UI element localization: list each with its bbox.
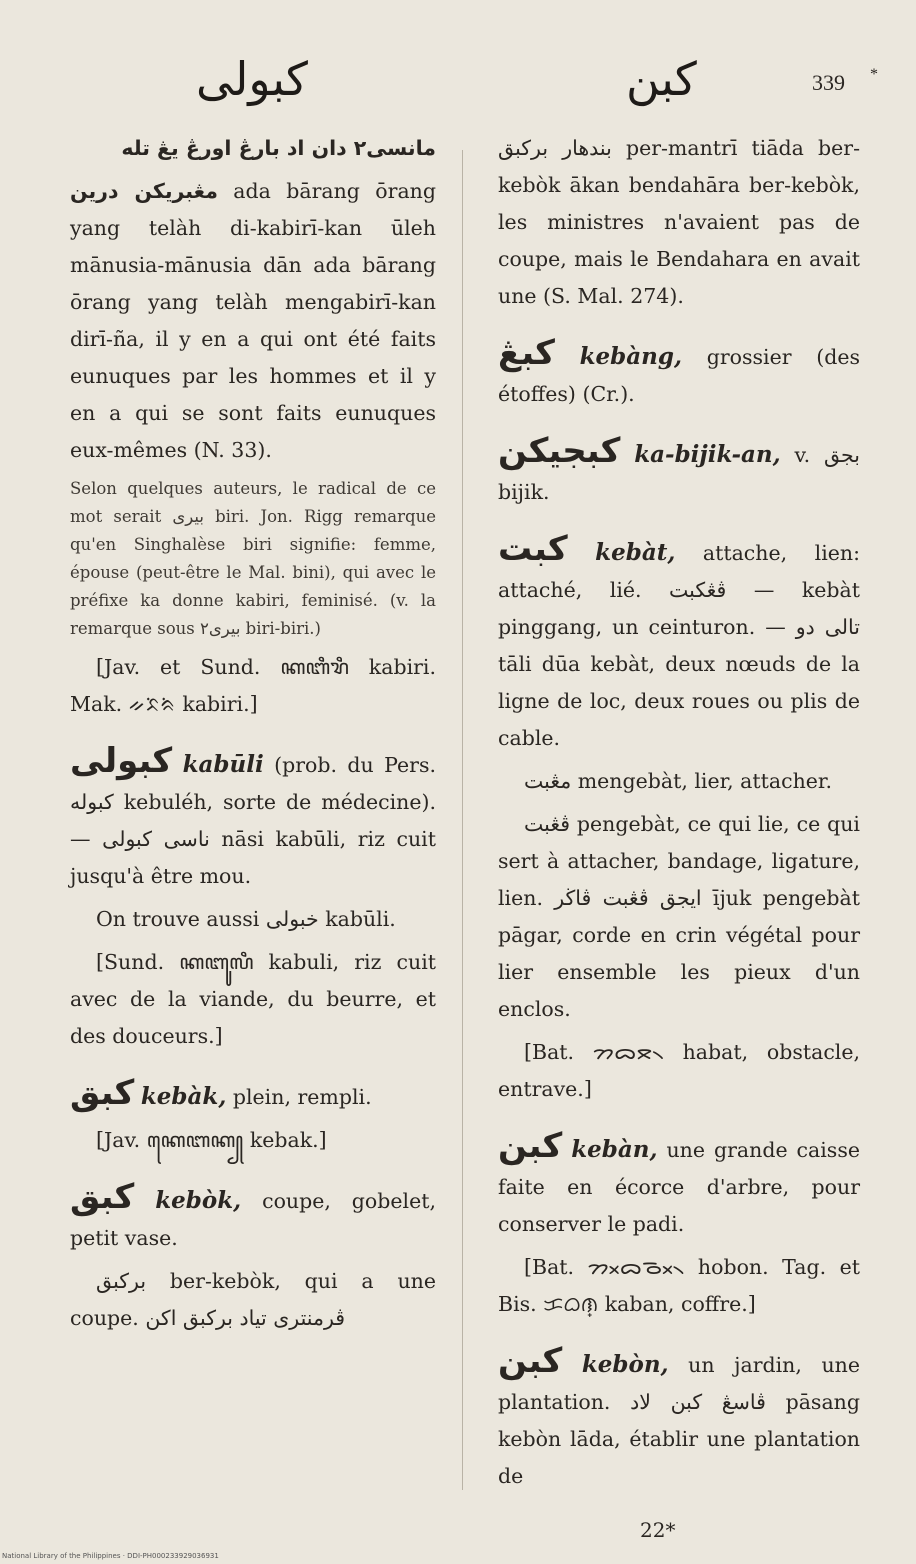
signature-mark: 22* xyxy=(640,1518,676,1542)
left-remark-note: Selon quelques auteurs, le radical de ce mot serait بيرى biri. Jon. Rigg remarque qu'en Singhalèse biri signifie: femme, épouse (peut-être le Mal. bini), qui avec le préfixe ka donne kabiri, feminisé. (v. la remarque sous بيرى٢ biri-biri.) xyxy=(70,479,436,638)
entry-kebon: كبن kebòn, un jardin, une plantation. ڤاسڠ كبن لاد pāsang kebòn lāda, établir une plantation de xyxy=(498,1341,860,1488)
entry-kabijik: كبجيكن ka-bijik-an, v. بجق bijik. xyxy=(498,431,860,504)
kebat-mengebat: مڠبت mengebàt, lier, attacher. xyxy=(524,769,832,793)
left-header-word: كبولى xyxy=(196,52,308,106)
kabuli-variant: On trouve aussi خبولى kabūli. xyxy=(96,907,396,931)
right-header-word: كبن xyxy=(626,52,697,106)
kebat-pengebat: ڤڠبت pengebàt, ce qui lie, ce qui sert à attacher, bandage, ligature, lien. ايجق ڤڠبت ڤاڬر ījuk pengebàt pāgar, corde en crin végétal pour lier ensemble les pieux d'un enclos. xyxy=(498,812,860,1021)
right-column xyxy=(498,130,860,1501)
entry-kebang: كبڠ kebàng, grossier (des étoffes) (Cr.). xyxy=(498,333,860,406)
page-number: 339 xyxy=(812,70,845,95)
entry-kebat: كبت kebàt, attache, lien: attaché, lié. ڤڠكبت — kebàt pinggang, un ceinturon. — تالى دو tāli dūa kebàt, deux nœuds de la ligne de loc, deux roues ou plis de cable. xyxy=(498,529,861,750)
library-credit: National Library of the Philippines · DDI-PH000233929036931 xyxy=(2,1552,219,1560)
keban-bat-reference: [Bat. ᯂᯬᯅᯬᯉ᯲ hobon. Tag. et Bis. ᜃᜊᜈ᜔ kaban, coffre.] xyxy=(498,1255,860,1316)
entry-kabuli: كبولى kabūli (prob. du Pers. كبوله kebuléh, sorte de médecine). — ناسى كبولى nāsi kabūli, riz cuit jusqu'à être mou. xyxy=(70,741,436,888)
kebok-ber-subentry: بركبق ber-kebòk, qui a une coupe. ڤرمنترى تياد بركبق اكن xyxy=(70,1269,436,1330)
kabuli-sund-reference: [Sund. ꦏꦧꦸꦭꦶ kabuli, riz cuit avec de la viande, du beurre, et des douceurs.] xyxy=(70,950,436,1048)
header-asterisk: * xyxy=(870,66,878,83)
left-jav-reference: [Jav. et Sund. ꦏꦧꦶꦫꦶ kabiri. Mak. ᨀᨅᨗᨑᨗ kabiri.] xyxy=(70,655,436,716)
left-column xyxy=(70,130,436,1343)
entry-kebok: كبق kebòk, coupe, gobelet, petit vase. xyxy=(70,1177,436,1250)
kebak-jav-reference: [Jav. ꦏꦺꦧꦏ꧀ kebak.] xyxy=(96,1128,327,1152)
entry-kebak: كبق kebàk, plein, rempli. xyxy=(70,1073,372,1113)
left-entry-continuation: مڠبريكن درين ada bārang ōrang yang telàh di-kabirī-kan ūleh mānusia-mānusia dān ada bārang ōrang yang telàh mengabirī-kan dirī-ña, il y en a qui ont été faits eunuques par les hommes et il y en a qui se sont faits eunuques eux-mêmes (N. 33). xyxy=(70,179,436,462)
kebat-bat-reference: [Bat. ᯂᯅᯖ᯲ habat, obstacle, entrave.] xyxy=(498,1040,860,1101)
entry-keban: كبن kebàn, une grande caisse faite en écorce d'arbre, pour conserver le padi. xyxy=(498,1126,860,1236)
column-divider xyxy=(462,150,463,1490)
right-entry-continuation: بندهار بركبق per-mantrī tiāda ber-kebòk ākan bendahāra ber-kebòk, les ministres n'avaient pas de coupe, mais le Bendahara en avait une (S. Mal. 274). xyxy=(498,136,860,308)
left-arabic-line: مانسى٢ دان اد بارڠ اورڠ يڠ تله xyxy=(121,136,436,160)
